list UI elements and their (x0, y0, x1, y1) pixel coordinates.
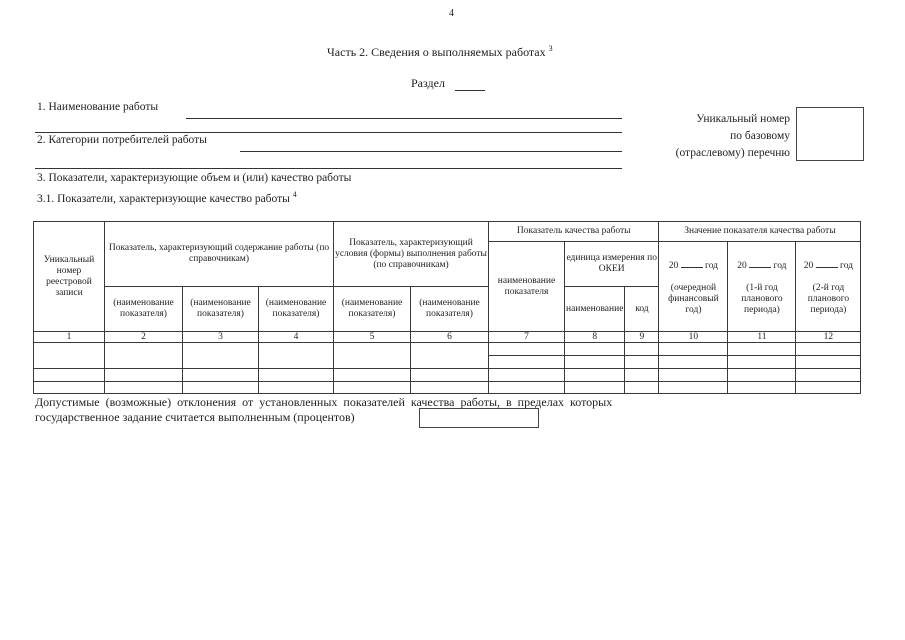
table-cell[interactable] (625, 356, 659, 369)
table-cell[interactable] (105, 343, 183, 369)
table-cell[interactable] (334, 343, 411, 369)
table-row (34, 369, 861, 382)
quality-table (33, 221, 861, 394)
header-unit-code: код (625, 287, 659, 332)
table-cell[interactable] (489, 356, 565, 369)
table-cell[interactable] (565, 356, 625, 369)
header-quality-name: наименование показателя (489, 242, 565, 332)
header-content-sub-3: (наименование показателя) (259, 287, 334, 332)
table-cell[interactable] (796, 343, 861, 356)
table-cell[interactable] (796, 382, 861, 394)
quality-indicators-label (37, 190, 297, 205)
table-cell[interactable] (796, 369, 861, 382)
quality-indicators-text: 3.1. Показатели, характеризующие качество работы (37, 192, 290, 205)
header-year-3 (796, 242, 861, 332)
col-num-3: 3 (183, 332, 259, 343)
table-cell[interactable] (183, 343, 259, 369)
table-cell[interactable] (728, 356, 796, 369)
table-cell[interactable] (334, 369, 411, 382)
table-cell[interactable] (625, 382, 659, 394)
col-num-8: 8 (565, 332, 625, 343)
table-cell[interactable] (259, 369, 334, 382)
col-num-6: 6 (411, 332, 489, 343)
col-num-1: 1 (34, 332, 105, 343)
table-cell[interactable] (489, 382, 565, 394)
table-cell[interactable] (659, 343, 728, 356)
table-cell[interactable] (105, 382, 183, 394)
table-cell[interactable] (34, 382, 105, 394)
table-cell[interactable] (259, 343, 334, 369)
consumer-categories-field-line2[interactable] (35, 168, 622, 169)
work-name-field-line2[interactable] (35, 132, 622, 133)
column-numbers-row (34, 332, 861, 343)
deviation-percent-box[interactable] (419, 408, 539, 428)
table-row (34, 382, 861, 394)
table-cell[interactable] (411, 343, 489, 369)
indicators-label: 3. Показатели, характеризующие объем и (или) качество работы (37, 172, 352, 184)
col-num-12: 12 (796, 332, 861, 343)
table-cell[interactable] (796, 356, 861, 369)
table-cell[interactable] (565, 382, 625, 394)
col-num-10: 10 (659, 332, 728, 343)
year-3-blank[interactable] (816, 258, 838, 268)
year-3-prefix: 20 (803, 260, 814, 271)
col-num-5: 5 (334, 332, 411, 343)
deviation-text-line-2: государственное задание считается выполненным (процентов) (35, 410, 355, 424)
year-1-blank[interactable] (681, 258, 703, 268)
table-cell[interactable] (411, 382, 489, 394)
deviation-text-line-1: Допустимые (возможные) отклонения от установленных показателей качества работы, в пределах которых (35, 395, 613, 409)
col-num-4: 4 (259, 332, 334, 343)
page-number: 4 (449, 8, 454, 19)
unique-number-line-2: по базовому (730, 130, 790, 142)
year-1-caption: (очередной финансовый год) (668, 282, 719, 315)
table-cell[interactable] (183, 369, 259, 382)
part-title-text: Часть 2. Сведения о выполняемых работах (327, 45, 546, 59)
year-2-prefix: 20 (737, 260, 747, 271)
year-2-blank[interactable] (749, 258, 771, 268)
table-cell[interactable] (728, 343, 796, 356)
table-cell[interactable] (259, 382, 334, 394)
unique-number-box[interactable] (796, 107, 864, 161)
table-cell[interactable] (728, 369, 796, 382)
quality-indicators-footnote: 4 (292, 190, 297, 199)
col-num-7: 7 (489, 332, 565, 343)
table-cell[interactable] (659, 369, 728, 382)
table-cell[interactable] (334, 382, 411, 394)
header-conditions-sub-1: (наименование показателя) (334, 287, 411, 332)
header-quality-value: Значение показателя качества работы (659, 222, 861, 242)
table-cell[interactable] (659, 356, 728, 369)
table-cell[interactable] (625, 369, 659, 382)
table-cell[interactable] (625, 343, 659, 356)
table-cell[interactable] (183, 382, 259, 394)
table-row (34, 343, 861, 356)
work-name-field[interactable] (186, 118, 622, 119)
table-cell[interactable] (105, 369, 183, 382)
year-1-suffix: год (705, 260, 719, 271)
table-cell[interactable] (34, 343, 105, 369)
col-num-11: 11 (728, 332, 796, 343)
col-num-9: 9 (625, 332, 659, 343)
header-unit-name: наименование (565, 287, 625, 332)
part-title-footnote: 3 (548, 44, 553, 53)
header-unique-number: Уникальный номер реестровой записи (34, 222, 105, 332)
table-cell[interactable] (565, 343, 625, 356)
part-title (327, 44, 553, 60)
table-cell[interactable] (34, 369, 105, 382)
unique-number-line-1: Уникальный номер (696, 113, 790, 125)
header-content-sub-2: (наименование показателя) (183, 287, 259, 332)
section-number-field[interactable] (455, 90, 485, 91)
header-year-1 (659, 242, 728, 332)
header-conditions-indicator: Показатель, характеризующий условия (формы) выполнения работы (по справочникам) (334, 222, 489, 287)
table-cell[interactable] (659, 382, 728, 394)
header-year-2 (728, 242, 796, 332)
year-2-caption: (1-й год планового периода) (741, 282, 783, 315)
table-cell[interactable] (728, 382, 796, 394)
header-unit-okei: единица измерения по ОКЕИ (565, 242, 659, 287)
table-cell[interactable] (489, 343, 565, 356)
consumer-categories-field[interactable] (240, 151, 622, 152)
col-num-2: 2 (105, 332, 183, 343)
work-name-label: 1. Наименование работы (37, 101, 159, 113)
section-label: Раздел (411, 76, 445, 90)
header-content-sub-1: (наименование показателя) (105, 287, 183, 332)
table-cell[interactable] (489, 369, 565, 382)
year-3-suffix: год (840, 260, 854, 271)
year-2-suffix: год (773, 260, 787, 271)
table-cell[interactable] (565, 369, 625, 382)
table-cell[interactable] (411, 369, 489, 382)
header-content-indicator: Показатель, характеризующий содержание работы (по справочникам) (105, 222, 334, 287)
unique-number-label (640, 111, 790, 162)
year-3-caption: (2-й год планового периода) (807, 282, 850, 315)
unique-number-line-3: (отраслевому) перечню (675, 147, 790, 159)
year-1-prefix: 20 (668, 260, 679, 271)
header-conditions-sub-2: (наименование показателя) (411, 287, 489, 332)
consumer-categories-label: 2. Категории потребителей работы (37, 134, 207, 146)
header-quality-indicator: Показатель качества работы (489, 222, 659, 242)
